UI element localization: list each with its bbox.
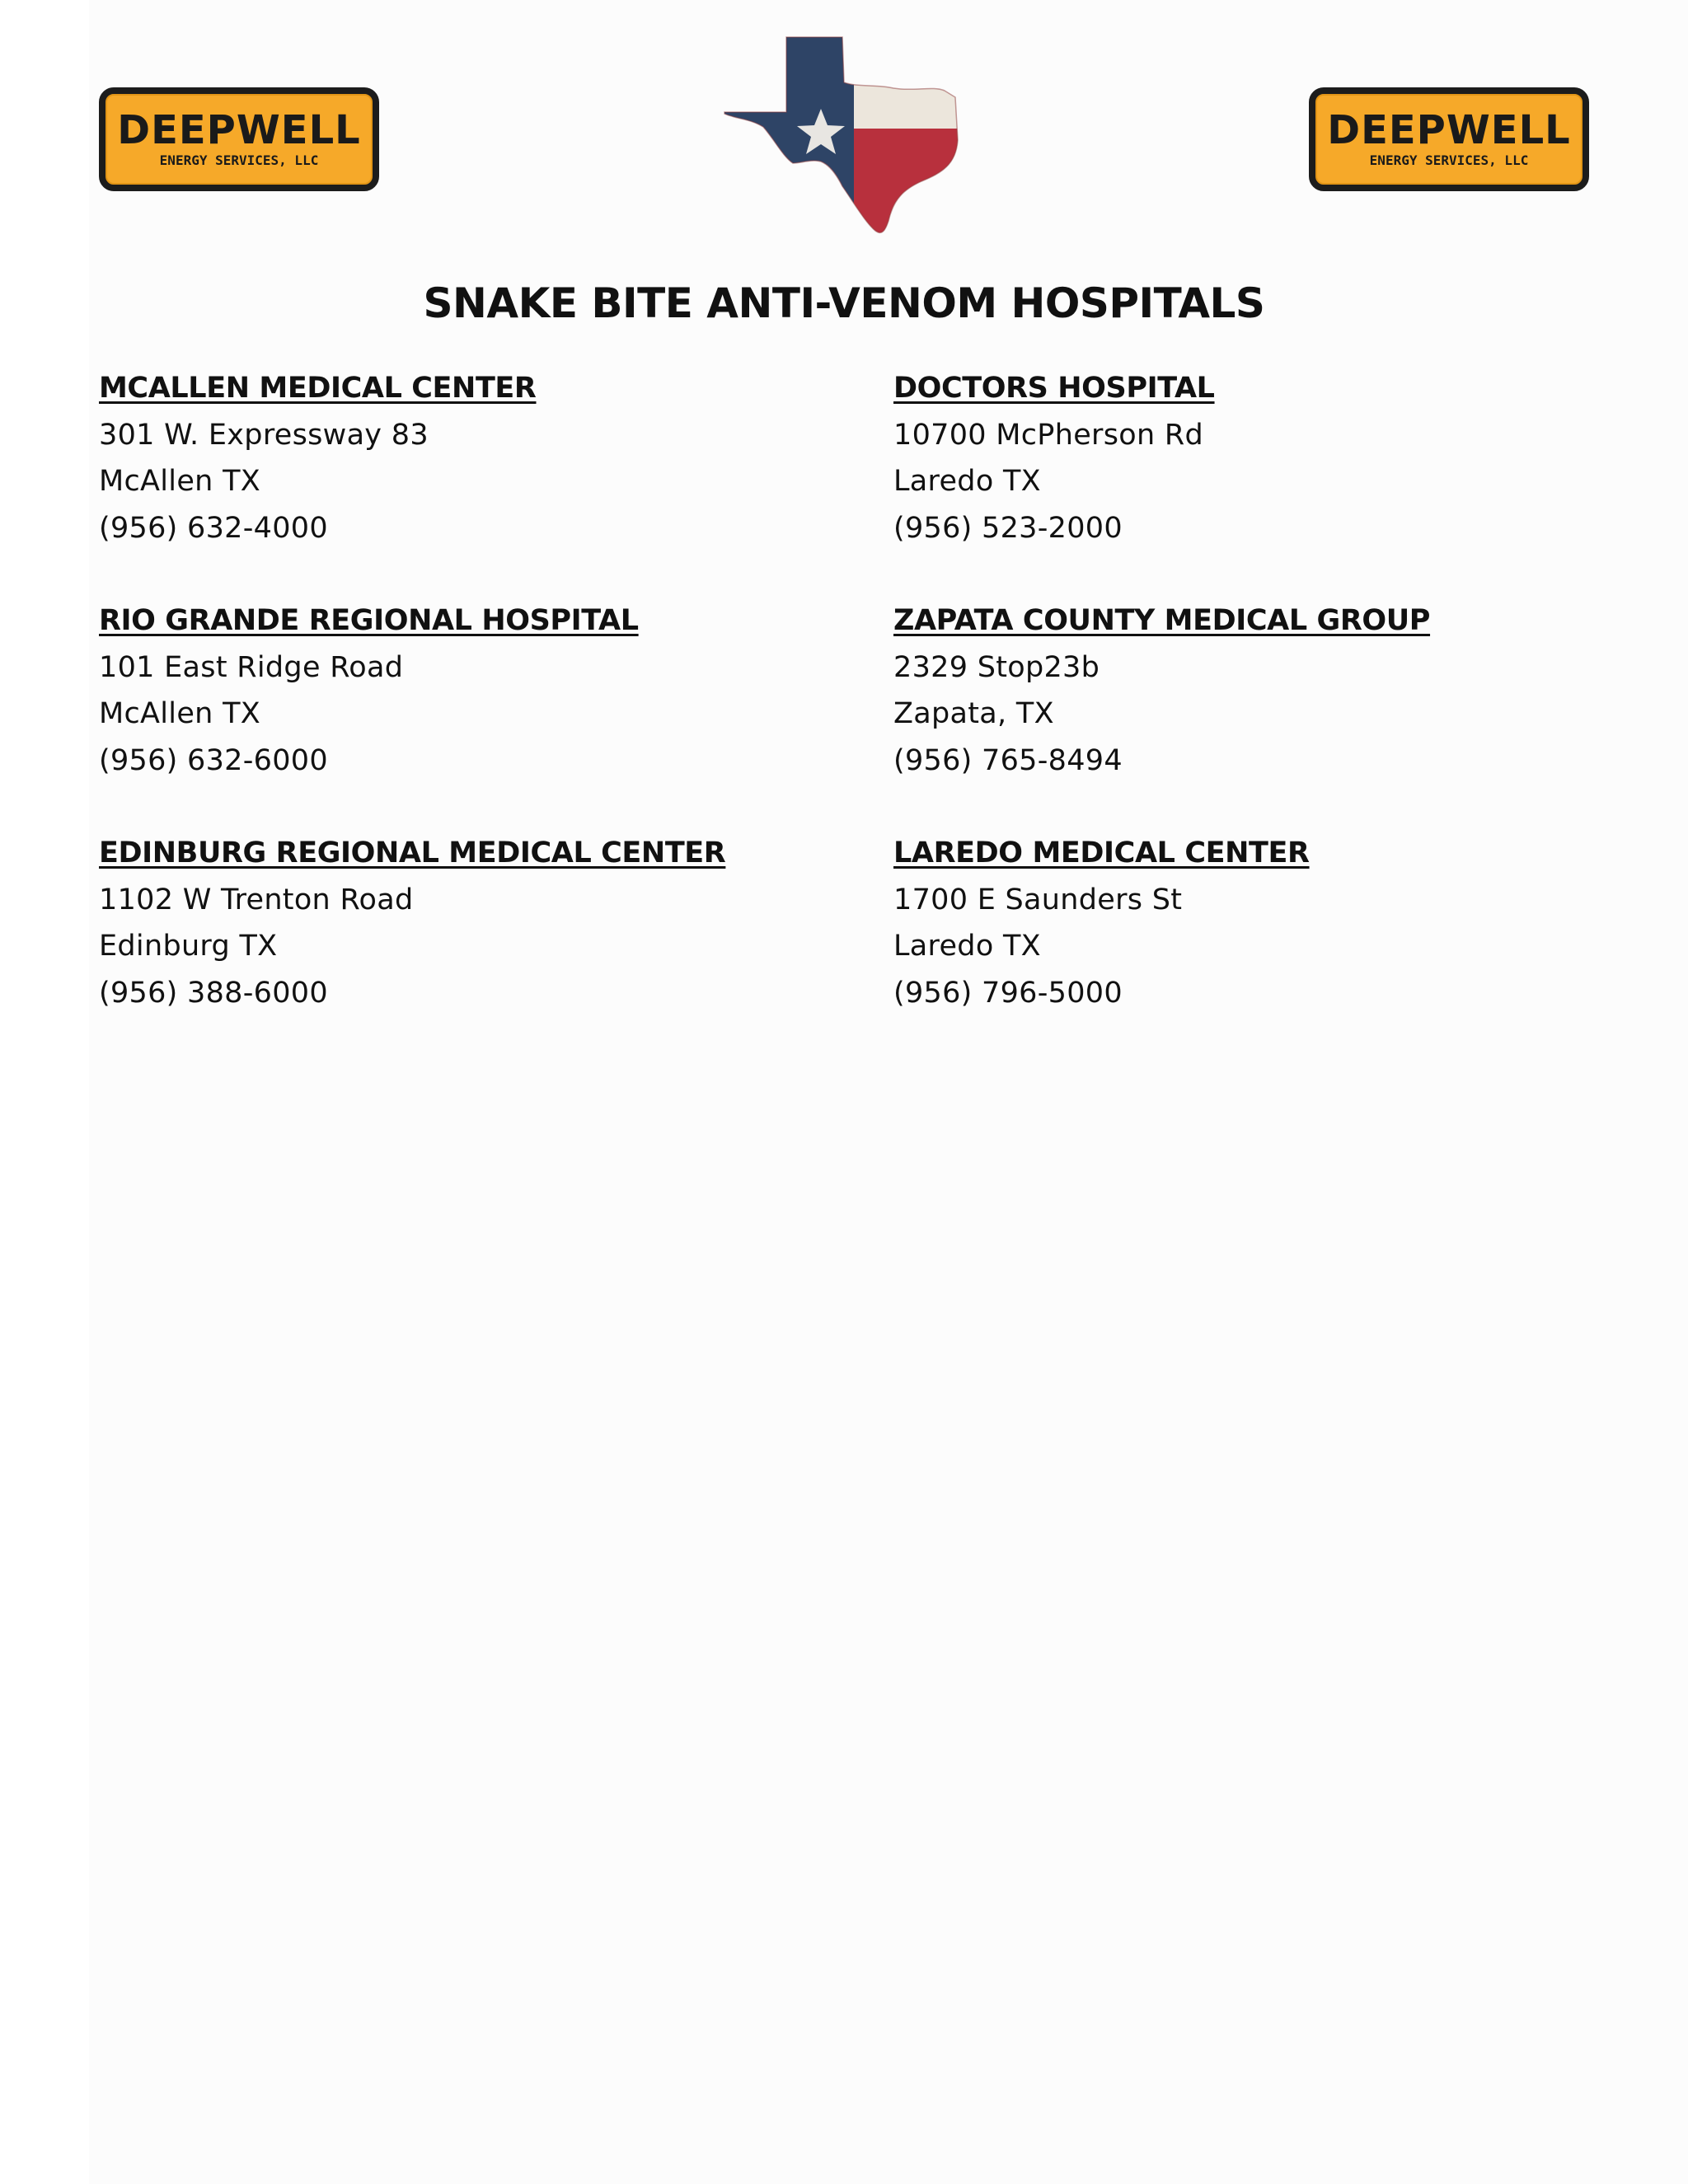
hospital-phone: (956) 632-4000	[99, 511, 328, 545]
hospital-name: DOCTORS HOSPITAL	[893, 372, 1215, 405]
hospital-phone: (956) 523-2000	[893, 511, 1123, 545]
hospital-city: McAllen TX	[99, 697, 261, 730]
hospital-phone: (956) 388-6000	[99, 976, 328, 1010]
hospital-street: 1102 W Trenton Road	[99, 883, 414, 916]
hospital-city: Zapata, TX	[893, 697, 1054, 730]
hospital-street: 10700 McPherson Rd	[893, 418, 1204, 452]
hospital-entry	[99, 365, 841, 551]
hospital-phone: (956) 796-5000	[893, 976, 1123, 1010]
page-header	[0, 0, 1688, 264]
logo-name: DEEPWELL	[1327, 107, 1571, 153]
logo-subtitle: ENERGY SERVICES, LLC	[1369, 152, 1529, 168]
hospital-city: Edinburg TX	[99, 930, 278, 963]
hospital-street: 1700 E Saunders St	[893, 883, 1183, 916]
hospital-phone: (956) 765-8494	[893, 743, 1123, 777]
page-title: SNAKE BITE ANTI-VENOM HOSPITALS	[423, 279, 1265, 327]
hospital-entry	[893, 598, 1635, 784]
hospital-name: ZAPATA COUNTY MEDICAL GROUP	[893, 604, 1431, 637]
texas-flag-map-icon	[720, 33, 968, 239]
hospital-city: McAllen TX	[99, 465, 261, 498]
logo-subtitle: ENERGY SERVICES, LLC	[159, 152, 319, 168]
hospital-entry	[893, 365, 1635, 551]
deepwell-logo-right	[1309, 87, 1589, 191]
hospital-entry	[99, 830, 841, 1016]
deepwell-logo-left	[99, 87, 379, 191]
hospital-phone: (956) 632-6000	[99, 743, 328, 777]
hospital-name: LAREDO MEDICAL CENTER	[893, 837, 1310, 869]
hospital-city: Laredo TX	[893, 930, 1041, 963]
hospital-city: Laredo TX	[893, 465, 1041, 498]
hospital-entry	[99, 598, 841, 784]
hospital-name: MCALLEN MEDICAL CENTER	[99, 372, 537, 405]
hospital-name: RIO GRANDE REGIONAL HOSPITAL	[99, 604, 639, 637]
hospital-name: EDINBURG REGIONAL MEDICAL CENTER	[99, 837, 726, 869]
hospital-entry	[893, 830, 1635, 1016]
hospital-street: 301 W. Expressway 83	[99, 418, 429, 452]
logo-name: DEEPWELL	[117, 107, 361, 153]
hospital-street: 2329 Stop23b	[893, 650, 1100, 684]
hospital-street: 101 East Ridge Road	[99, 650, 404, 684]
